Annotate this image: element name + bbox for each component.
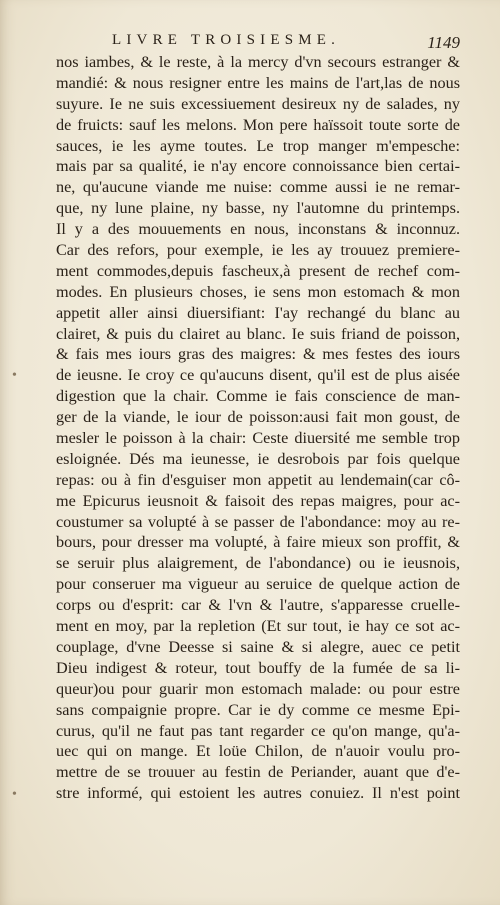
text-line: sans compaignie propre. Car ie dy comme ce mesme Epi- xyxy=(56,700,460,719)
text-line: pour conseruer ma vigueur au seruice de quelque action de xyxy=(56,575,460,594)
margin-mark: • xyxy=(12,368,17,383)
text-line: Dieu indigest & roteur, tout bouffy de la fumée de sa li- xyxy=(56,658,460,677)
text-line: ment commodes,depuis fascheux,à present de rechef com- xyxy=(56,261,460,280)
text-line: & fais mes iours gras des maigres: & mes festes des iours xyxy=(56,345,460,364)
text-line: suyure. Ie ne suis excessiuement desireux ny de salades, ny xyxy=(56,94,460,113)
text-line: ger de la viande, le iour de poisson:ausi fait mon goust, de xyxy=(56,408,460,427)
text-line: sauces, ie les ayme toutes. Le trop manger m'empesche: xyxy=(56,136,460,155)
text-line: coustumer sa volupté à se passer de l'abondance: moy au re- xyxy=(56,512,460,531)
text-line: queur)ou pour guarir mon estomach malade: ou pour estre xyxy=(56,679,460,698)
text-line: uec qui on mange. Et loüe Chilon, de n'auoir voulu pro- xyxy=(56,742,460,761)
text-line: appetit aller ainsi diuersifiant: I'ay rechangé du blanc au xyxy=(56,303,460,322)
text-line: curus, qu'il ne faut pas tant regarder ce qu'on mange, qu'a- xyxy=(56,721,460,740)
text-line: couplage, d'vne Deesse si saine & si alegre, auec ce petit xyxy=(56,637,460,656)
text-line: se seruir plus alaigrement, de l'abondance) ou ie ieusnois, xyxy=(56,554,460,573)
text-line: bours, pour dresser ma volupté, à faire mieux son proffit, & xyxy=(56,533,460,552)
text-line: de fruicts: sauf les melons. Mon pere haïssoit toute sorte de xyxy=(56,115,460,134)
text-line: mesler le poisson à la chair: Ceste diuersité me semble trop xyxy=(56,429,460,448)
text-line: mais par sa qualité, ie n'ay encore connoissance bien certai- xyxy=(56,157,460,176)
text-line: nos iambes, & le reste, à la mercy d'vn secours estranger & xyxy=(56,53,460,71)
margin-mark: • xyxy=(12,787,17,802)
text-line: repas: ou à fin d'esguiser mon appetit au lendemain(car cô- xyxy=(56,470,460,489)
text-line: de ieusne. Ie croy ce qu'aucuns disent, qu'il est de plus aisée xyxy=(56,366,460,385)
text-line: clairet, & puis du clairet au blanc. Ie suis friand de poisson, xyxy=(56,324,460,343)
text-line: mandié: & nous resigner entre les mains de l'art,las de nous xyxy=(56,73,460,92)
text-line: stre informé, qui estoient les autres conuiez. Il n'est point xyxy=(56,784,460,803)
text-line: que, ny lune plaine, ny basse, ny l'automne du printemps. xyxy=(56,199,460,218)
page-number: 1149 xyxy=(427,33,460,52)
running-title: LIVRE TROISIESME. xyxy=(112,32,341,48)
text-line: modes. En plusieurs choses, ie sens mon estomach & mon xyxy=(56,282,460,301)
text-line: Il y a des mouuements en nous, inconstans & inconnuz. xyxy=(56,220,460,239)
text-line: me Epicurus ieusnoit & faisoit des repas maigres, pour ac- xyxy=(56,491,460,510)
body-text xyxy=(56,52,460,804)
text-line: corps ou d'esprit: car & l'vn & l'autre, s'apparesse cruelle- xyxy=(56,596,460,615)
text-line: Car des refors, pour exemple, ie les ay trouuez premiere- xyxy=(56,241,460,260)
text-line: mettre de se trouuer au festin de Periander, auant que d'e- xyxy=(56,763,460,782)
text-line: digestion que la chair. Comme ie fais conscience de man- xyxy=(56,387,460,406)
text-line: ment en moy, par la repletion (Et sur tout, ie hay ce sot ac- xyxy=(56,617,460,636)
text-line: ne, qu'aucune viande me nuise: comme aussi ie ne remar- xyxy=(56,178,460,197)
text-line: esloignée. Dés ma ieunesse, ie desrobois par fois quelque xyxy=(56,449,460,468)
